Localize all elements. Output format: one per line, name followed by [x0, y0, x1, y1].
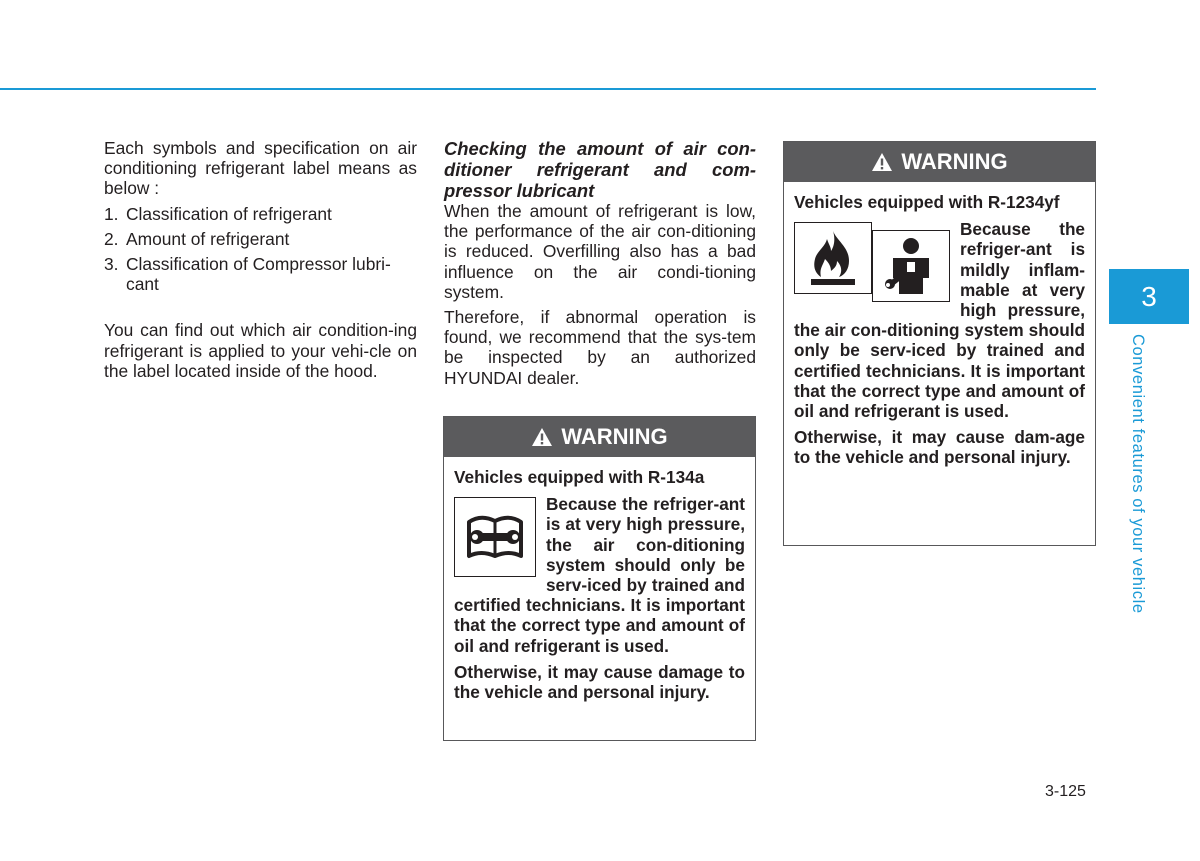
warning-body	[444, 457, 755, 710]
warning-text: Because the refriger-ant is at very high pressure, the air con-ditioning system should only be serv-iced by trained and certified technicians. It is important that the correct type and amount of oil and refrigerant is used.	[454, 494, 745, 656]
warning-body	[784, 182, 1095, 476]
trained-technician-icon	[872, 230, 950, 302]
page-number: 3-125	[1045, 783, 1086, 800]
body-paragraph: When the amount of refrigerant is low, the performance of the air con-ditioning is reduced. Overfilling also has a bad influence on the air condi-tioning system.	[444, 201, 756, 302]
header-rule	[0, 88, 1096, 90]
warning-text-2: Otherwise, it may cause dam-age to the vehicle and personal injury.	[794, 427, 1085, 468]
middle-column	[444, 138, 756, 388]
warning-box-r134a	[443, 416, 756, 741]
list-text: Classification of Compressor lubri-cant	[126, 254, 391, 295]
service-manual-wrench-icon	[454, 497, 536, 577]
warning-text: Because the refriger-ant is mildly inflam-mable at very high pressure, the air con-ditioning system should only be serv-iced by trained and certified technicians. It is important that the correct type and amount of oil and refrigerant is used.	[794, 219, 1085, 422]
chapter-tab: 3	[1109, 269, 1189, 324]
list-number: 1.	[104, 203, 119, 224]
warning-text-2: Otherwise, it may cause damage to the vehicle and personal injury.	[454, 661, 745, 703]
body-paragraph: Therefore, if abnormal operation is found, we recommend that the sys-tem be inspected by an authorized HYUNDAI dealer.	[444, 307, 756, 388]
list-item	[104, 254, 417, 294]
chapter-title: Convenient features of your vehicle	[1129, 334, 1147, 614]
section-heading: Checking the amount of air con-ditioner refrigerant and com-pressor lubricant	[444, 138, 756, 201]
left-column	[104, 138, 417, 381]
warning-triangle-icon	[531, 427, 553, 447]
warning-header	[444, 417, 755, 457]
warning-triangle-icon	[871, 152, 893, 172]
warning-subtitle: Vehicles equipped with R-134a	[454, 467, 705, 487]
intro-paragraph: Each symbols and specification on air conditioning refrigerant label means as below :	[104, 138, 417, 199]
warning-title: WARNING	[561, 424, 668, 449]
pictogram-stack	[794, 222, 950, 302]
list-item	[104, 204, 417, 224]
warning-header	[784, 142, 1095, 182]
label-location-paragraph: You can find out which air condition-ing refrigerant is applied to your vehi-cle on the label located inside of the hood.	[104, 320, 417, 381]
warning-box-r1234yf	[783, 141, 1096, 546]
list-text: Amount of refrigerant	[126, 228, 290, 249]
list-number: 3.	[104, 254, 119, 275]
warning-title: WARNING	[901, 149, 1008, 174]
flammable-flame-icon	[794, 222, 872, 294]
list-number: 2.	[104, 228, 119, 249]
warning-subtitle: Vehicles equipped with R-1234yf	[794, 192, 1060, 212]
list-text: Classification of refrigerant	[126, 203, 332, 224]
list-item	[104, 229, 417, 249]
